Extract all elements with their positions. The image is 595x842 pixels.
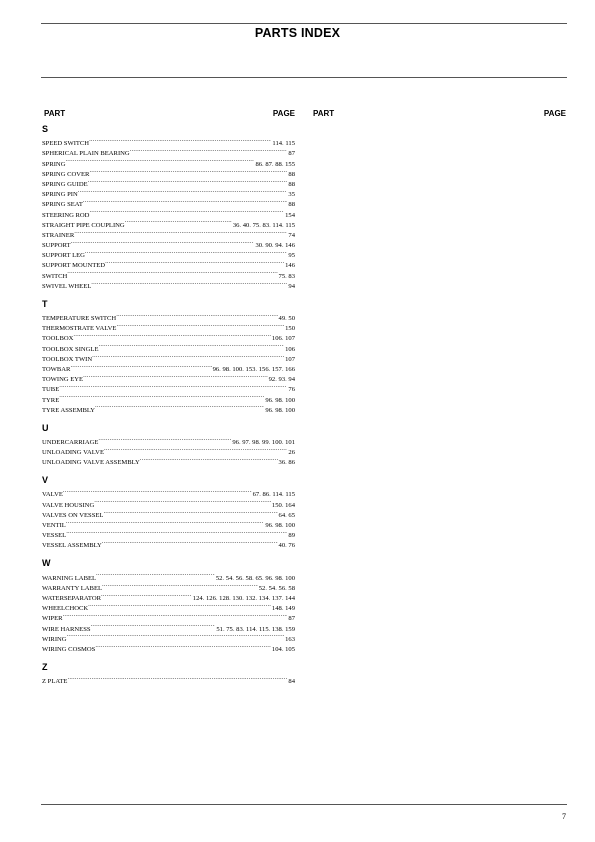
part-name: WHEELCHOCK xyxy=(42,605,89,611)
page-refs: 124, 126, 128, 130, 132, 134, 137, 144 xyxy=(192,594,295,600)
page-refs: 52, 54, 56, 58, 65, 96, 98, 100 xyxy=(215,574,295,580)
dot-leader xyxy=(63,610,288,620)
index-entry xyxy=(42,361,295,371)
index-entry xyxy=(42,196,295,206)
part-name: UNLOADING VALVE ASSEMBLY xyxy=(42,459,140,465)
page-refs: 106 xyxy=(284,345,295,351)
index-entry xyxy=(42,206,295,216)
section-letter: W xyxy=(42,558,51,569)
page-refs: 96, 98, 100, 153, 156, 157, 166 xyxy=(212,365,295,371)
dot-leader xyxy=(66,517,265,527)
part-name: STEERING ROD xyxy=(42,211,90,217)
index-entry xyxy=(42,641,295,651)
index-entry xyxy=(42,527,295,537)
page-refs: 49, 50 xyxy=(278,314,295,320)
index-entry xyxy=(42,590,295,600)
index-section-t xyxy=(42,299,295,412)
dot-leader xyxy=(63,486,252,496)
index-entry xyxy=(42,320,295,330)
page-refs: 96, 98, 100 xyxy=(264,396,295,402)
index-entry xyxy=(42,537,295,547)
section-letter: Z xyxy=(42,661,48,672)
page-refs: 107 xyxy=(284,355,295,361)
part-name: WATERSEPARATOR xyxy=(42,594,101,600)
part-name: TUBE xyxy=(42,386,60,392)
part-name: STRAINER xyxy=(42,231,75,237)
page-refs: 88 xyxy=(287,200,295,206)
part-name: SPHERICAL PLAIN BEARING xyxy=(42,150,130,156)
part-name: WIRING xyxy=(42,635,67,641)
dot-leader xyxy=(85,247,288,257)
index-entry xyxy=(42,310,295,320)
part-name: TYRE xyxy=(42,396,60,402)
index-entry xyxy=(42,496,295,506)
index-entry xyxy=(42,620,295,630)
page-refs: 51, 75, 83, 114, 115, 138, 159 xyxy=(215,625,295,631)
page-refs: 84 xyxy=(287,677,295,683)
part-name: WIPER xyxy=(42,615,63,621)
page-refs: 114, 115 xyxy=(271,139,295,145)
page-refs: 150 xyxy=(284,324,295,330)
index-section-u xyxy=(42,423,295,465)
part-name: WARRANTY LABEL xyxy=(42,584,103,590)
part-name: SWITCH xyxy=(42,272,68,278)
page-refs: 36, 40, 75, 83, 114, 115 xyxy=(232,221,295,227)
index-entry xyxy=(42,600,295,610)
section-letter: S xyxy=(42,124,49,134)
dot-leader xyxy=(70,361,211,371)
dot-leader xyxy=(91,278,287,288)
part-name: VENTIL xyxy=(42,522,66,527)
dot-leader xyxy=(89,166,287,176)
dot-leader xyxy=(101,590,192,600)
page-refs: 26 xyxy=(287,448,295,454)
page-refs: 36, 86 xyxy=(278,458,295,464)
dot-leader xyxy=(130,145,288,155)
dot-leader xyxy=(98,434,231,444)
page-refs: 30, 90, 94, 146 xyxy=(254,241,295,247)
page-refs: 64, 65 xyxy=(278,511,295,517)
index-entry xyxy=(42,278,295,288)
page-refs: 96, 98, 100 xyxy=(264,406,295,412)
right-part-header: PART xyxy=(313,109,335,118)
parts-index-list xyxy=(42,124,295,694)
dot-leader xyxy=(71,237,255,247)
dot-leader xyxy=(116,310,277,320)
index-entry xyxy=(42,186,295,196)
index-entry xyxy=(42,402,295,412)
dot-leader xyxy=(96,569,215,579)
page-refs: 96, 97, 98, 99, 100, 101 xyxy=(231,438,295,444)
page-refs: 88 xyxy=(287,180,295,186)
dot-leader xyxy=(67,673,287,683)
part-name: TEMPERATURE SWITCH xyxy=(42,315,117,320)
page-refs: 96, 98, 100 xyxy=(264,521,295,527)
part-name: WIRE HARNESS xyxy=(42,625,91,631)
index-entry xyxy=(42,166,295,176)
part-name: VALVE xyxy=(42,491,63,497)
page-refs: 148, 149 xyxy=(271,604,295,610)
index-entry xyxy=(42,247,295,257)
page-refs: 163 xyxy=(284,635,295,641)
dot-leader xyxy=(105,257,284,267)
page-refs: 67, 86, 114, 115 xyxy=(252,490,295,496)
page-refs: 35 xyxy=(287,190,295,196)
dot-leader xyxy=(94,496,271,506)
index-section-s xyxy=(42,124,295,288)
page-number: 7 xyxy=(562,812,566,821)
part-name: TOWBAR xyxy=(42,365,71,371)
part-name: WARNING LABEL xyxy=(42,574,97,580)
index-entry xyxy=(42,507,295,517)
page-refs: 87 xyxy=(287,614,295,620)
dot-leader xyxy=(65,155,254,165)
dot-leader xyxy=(98,340,284,350)
page-refs: 154 xyxy=(284,211,295,217)
page-refs: 40, 76 xyxy=(278,541,295,547)
dot-leader xyxy=(102,537,278,547)
dot-leader xyxy=(89,135,271,145)
dot-leader xyxy=(78,186,288,196)
part-name: VALVE HOUSING xyxy=(42,501,95,507)
page-refs: 95 xyxy=(287,251,295,257)
dot-leader xyxy=(59,381,287,391)
part-name: SUPPORT xyxy=(42,242,71,248)
dot-leader xyxy=(103,507,277,517)
part-name: UNLOADING VALVE xyxy=(42,449,104,455)
index-entry xyxy=(42,454,295,464)
index-section-z xyxy=(42,662,295,683)
dot-leader xyxy=(88,176,288,186)
footer-rule xyxy=(41,804,567,805)
dot-leader xyxy=(74,227,287,237)
part-name: SWIVEL WHEEL xyxy=(42,282,92,288)
dot-leader xyxy=(88,600,271,610)
left-part-header: PART xyxy=(44,109,66,118)
index-entry xyxy=(42,135,295,145)
header-rule xyxy=(41,77,567,78)
page-refs: 104, 105 xyxy=(271,645,295,651)
right-page-header: PAGE xyxy=(543,109,566,118)
index-entry xyxy=(42,145,295,155)
part-name: TOOLBOX xyxy=(42,335,74,341)
index-entry xyxy=(42,176,295,186)
part-name: THERMOSTRATE VALVE xyxy=(42,325,117,331)
section-letter: U xyxy=(42,422,49,433)
index-entry xyxy=(42,267,295,277)
dot-leader xyxy=(125,217,232,227)
part-name: VESSEL xyxy=(42,532,67,538)
page-refs: 52, 54, 56, 58 xyxy=(258,584,295,590)
index-entry xyxy=(42,227,295,237)
part-name: WIRING COSMOS xyxy=(42,645,96,651)
part-name: SPRING SEAT xyxy=(42,201,83,207)
page-refs: 94 xyxy=(287,282,295,288)
part-name: SPRING GUIDE xyxy=(42,180,88,186)
index-entry xyxy=(42,351,295,361)
part-name: SUPPORT LEG xyxy=(42,252,85,258)
index-entry xyxy=(42,330,295,340)
part-name: TYRE ASSEMBLY xyxy=(42,406,96,412)
part-name: VALVES ON VESSEL xyxy=(42,511,104,517)
dot-leader xyxy=(140,454,278,464)
index-entry xyxy=(42,434,295,444)
dot-leader xyxy=(83,371,268,381)
page-refs: 89 xyxy=(287,531,295,537)
section-letter: T xyxy=(42,298,48,309)
left-page-header: PAGE xyxy=(272,109,295,118)
part-name: VESSEL ASSEMBLY xyxy=(42,542,102,548)
part-name: SPRING xyxy=(42,160,66,166)
section-letter: V xyxy=(42,475,49,486)
index-entry xyxy=(42,340,295,350)
page-refs: 86, 87, 88, 155 xyxy=(254,160,295,166)
dot-leader xyxy=(67,267,277,277)
dot-leader xyxy=(95,402,264,412)
index-entry xyxy=(42,371,295,381)
page-refs: 75, 83 xyxy=(278,272,295,278)
part-name: TOWING EYE xyxy=(42,376,84,382)
page-refs: 76 xyxy=(287,385,295,391)
dot-leader xyxy=(102,580,258,590)
dot-leader xyxy=(116,320,284,330)
index-entry xyxy=(42,257,295,267)
part-name: UNDERCARRIAGE xyxy=(42,438,99,444)
dot-leader xyxy=(91,620,216,630)
part-name: TOOLBOX SINGLE xyxy=(42,345,99,351)
index-entry xyxy=(42,381,295,391)
index-entry xyxy=(42,517,295,527)
dot-leader xyxy=(59,391,264,401)
index-entry xyxy=(42,631,295,641)
index-entry xyxy=(42,673,295,683)
dot-leader xyxy=(89,206,284,216)
dot-leader xyxy=(104,444,287,454)
index-section-v xyxy=(42,475,295,547)
dot-leader xyxy=(66,527,287,537)
index-entry xyxy=(42,610,295,620)
part-name: SPEED SWITCH xyxy=(42,140,90,146)
part-name: Z PLATE xyxy=(42,678,68,684)
index-entry xyxy=(42,155,295,165)
index-entry xyxy=(42,486,295,496)
index-section-w xyxy=(42,558,295,651)
part-name: TOOLBOX TWIN xyxy=(42,355,93,361)
page-refs: 74 xyxy=(287,231,295,237)
index-entry xyxy=(42,391,295,401)
index-entry xyxy=(42,569,295,579)
page-refs: 106, 107 xyxy=(271,334,295,340)
dot-leader xyxy=(73,330,271,340)
part-name: SPRING COVER xyxy=(42,170,90,176)
page-refs: 146 xyxy=(284,261,295,267)
index-entry xyxy=(42,217,295,227)
index-entry xyxy=(42,580,295,590)
index-entry xyxy=(42,237,295,247)
page-title: PARTS INDEX xyxy=(254,26,341,40)
dot-leader xyxy=(95,641,271,651)
part-name: SUPPORT MOUNTED xyxy=(42,262,106,268)
dot-leader xyxy=(83,196,288,206)
index-entry xyxy=(42,444,295,454)
dot-leader xyxy=(92,351,284,361)
part-name: SPRING PIN xyxy=(42,191,78,197)
page-refs: 150, 164 xyxy=(271,501,295,507)
page-refs: 92, 93, 94 xyxy=(268,375,295,381)
top-rule xyxy=(41,23,567,24)
page-refs: 88 xyxy=(287,170,295,176)
dot-leader xyxy=(67,631,285,641)
part-name: STRAIGHT PIPE COUPLING xyxy=(42,221,125,227)
page-refs: 87 xyxy=(287,149,295,155)
